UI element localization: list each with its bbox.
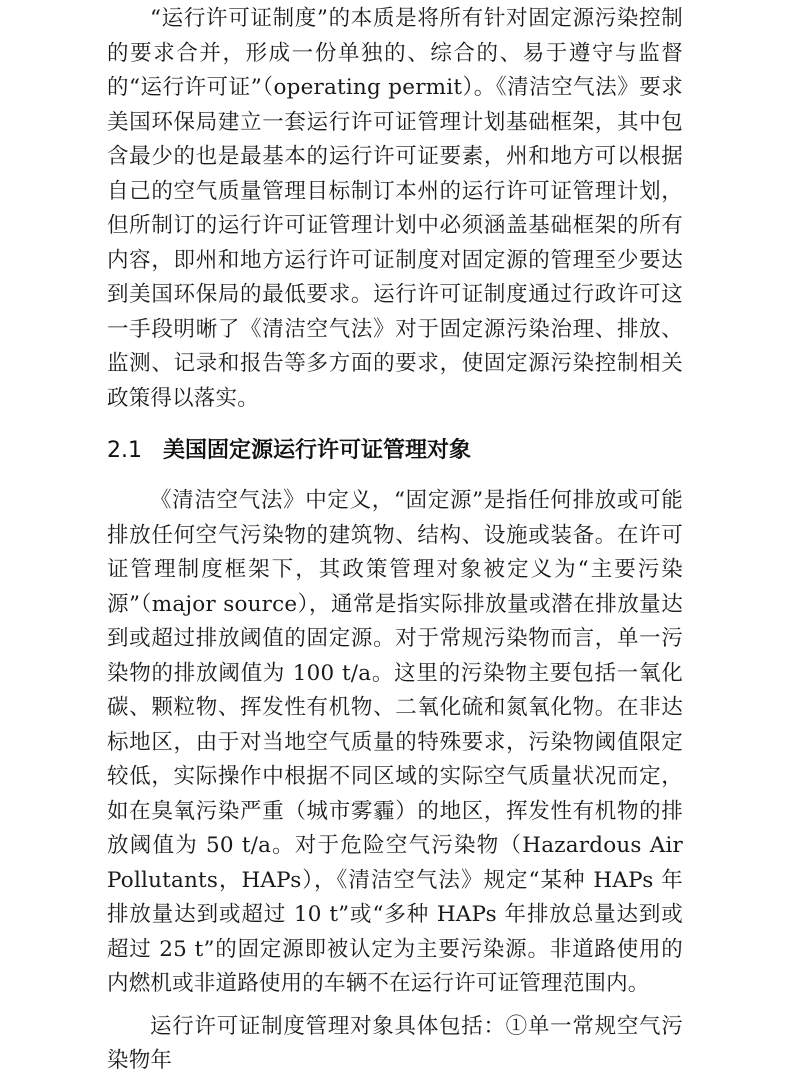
paragraph-management-targets: 运行许可证制度管理对象具体包括：①单一常规空气污染物年 — [107, 1013, 683, 1073]
section-number: 2.1 — [107, 438, 142, 463]
document-page — [107, 0, 683, 1079]
section-title: 美国固定源运行许可证管理对象 — [163, 438, 472, 463]
paragraph-stationary-source-definition: 《清洁空气法》中定义，“固定源”是指任何排放或可能排放任何空气污染物的建筑物、结构、设施或装备。在许可证管理制度框架下，其政策管理对象被定义为“主要污染源”（major source），通常是指实际排放量或潜在排放量达到或超过排放阈值的固定源。对于常规污染物而言，单一污染物的排放阈值为 100 t/a。这里的污染物主要包括一氧化碳、颗粒物、挥发性有机物、二氧化硫和氮氧化物。在非达标地区，由于对当地空气质量的特殊要求，污染物阈值限定较低，实际操作中根据不同区域的实际空气质量状况而定，如在臭氧污染严重（城市雾霾）的地区，挥发性有机物的排放阈值为 50 t/a。对于危险空气污染物（Hazardous Air Pollutants，HAPs），《清洁空气法》规定“某种 HAPs 年排放量达到或超过 10 t”或“多种 HAPs 年排放总量达到或超过 25 t”的固定源即被认定为主要污染源。非道路使用的内燃机或非道路使用的车辆不在运行许可证管理范围内。 — [107, 488, 683, 996]
section-heading — [107, 436, 683, 466]
paragraph-operating-permit-intro: “运行许可证制度”的本质是将所有针对固定源污染控制的要求合并，形成一份单独的、综合的、易于遵守与监督的“运行许可证”（operating permit）。《清洁空气法》要求美国环保局建立一套运行许可证管理计划基础框架，其中包含最少的也是最基本的运行许可证要素，州和地方可以根据自己的空气质量管理目标制订本州的运行许可证管理计划，但所制订的运行许可证管理计划中必须涵盖基础框架的所有内容，即州和地方运行许可证制度对固定源的管理至少要达到美国环保局的最低要求。运行许可证制度通过行政许可这一手段明晰了《清洁空气法》对于固定源污染治理、排放、监测、记录和报告等多方面的要求，使固定源污染控制相关政策得以落实。 — [107, 6, 683, 411]
